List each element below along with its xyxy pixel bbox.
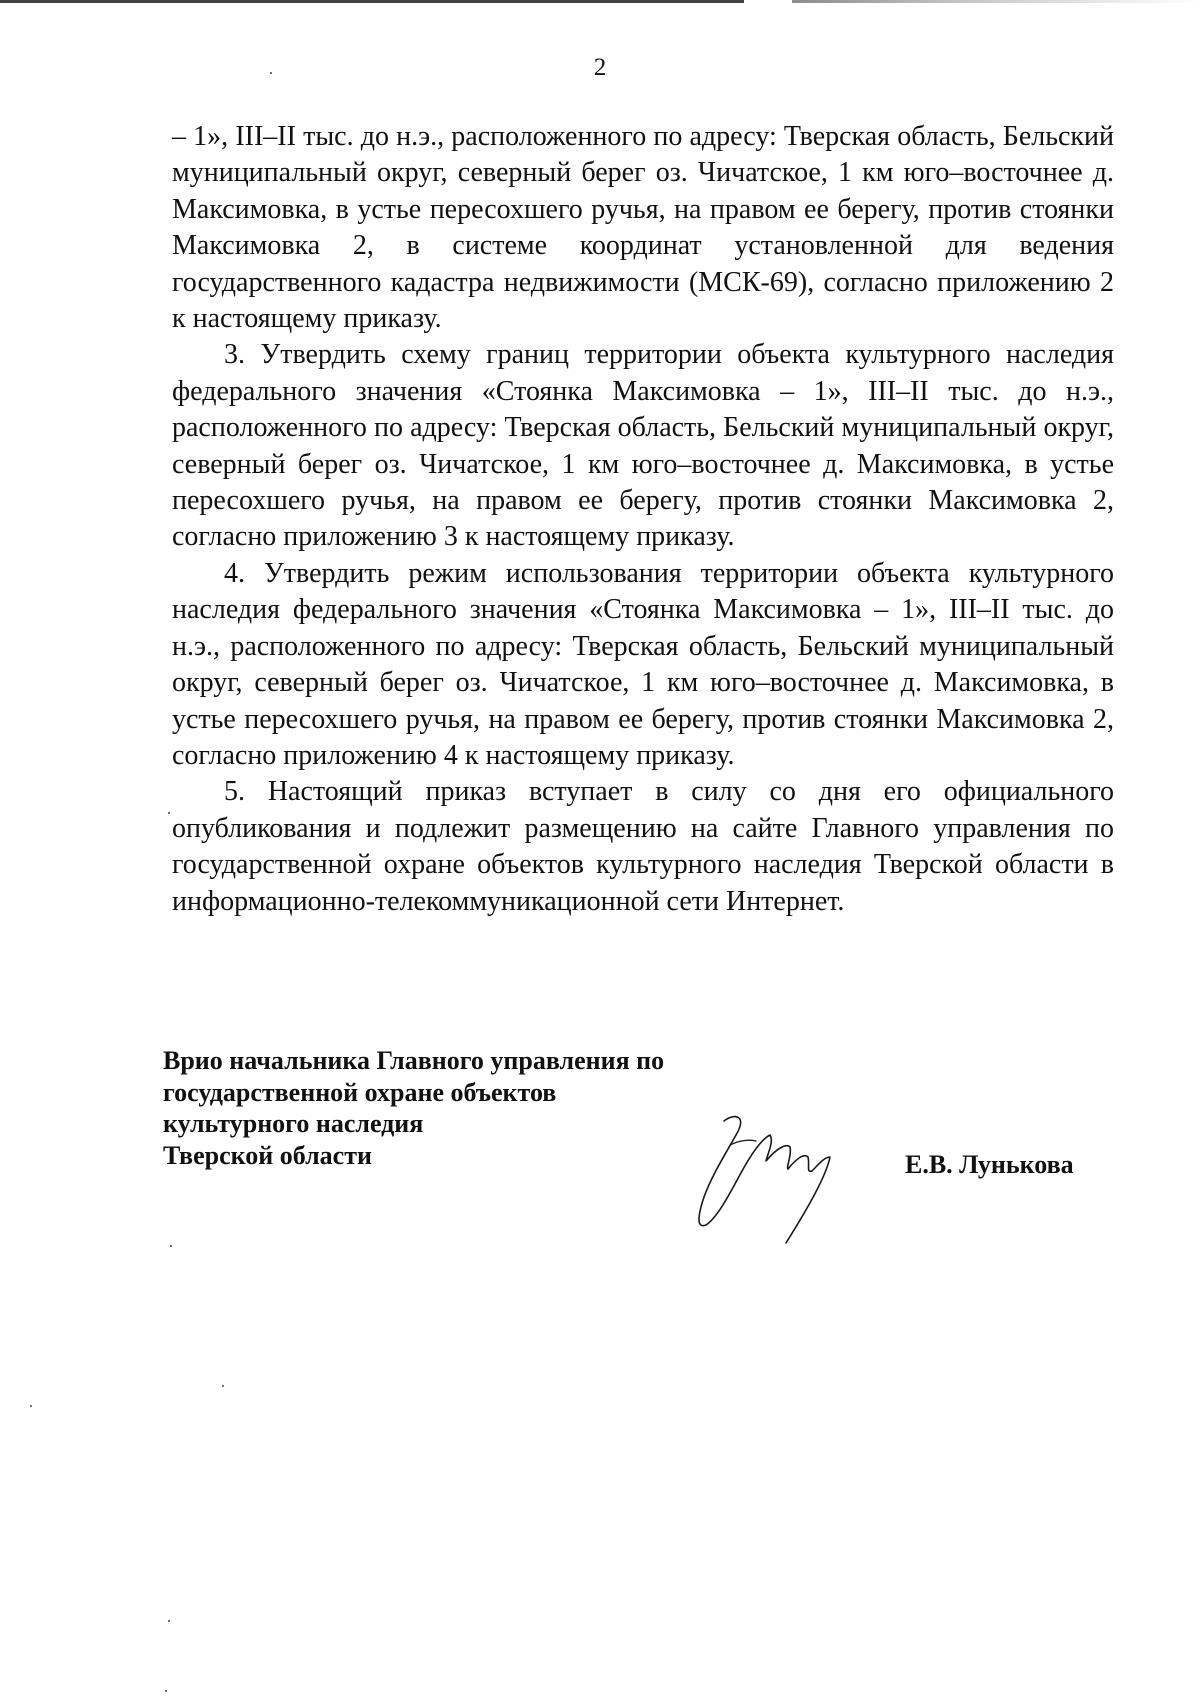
scan-top-edge <box>0 0 1200 3</box>
paragraph-item-5: 5. Настоящий приказ вступает в силу со дня его официального опубликования и подлежит размещению на сайте Главного управления по государственной охране объектов культурного наследия Тверской области в информационно-телекоммуникационной сети Интернет. <box>172 776 1114 917</box>
paragraph-continuation: – 1», III–II тыс. до н.э., расположенного по адресу: Тверская область, Бельский муниципальный округ, северный берег оз. Чичатское, 1 км юго–восточнее д. Максимовка, в устье пересохшего ручья, на правом ее берегу, против стоянки Максимовка 2, в системе координат установленной для ведения государственного кадастра недвижимости (МСК-69), согласно приложению 2 к настоящему приказу. <box>172 121 1114 335</box>
signer-name: Е.В. Лунькова <box>905 1150 1074 1179</box>
scan-speck <box>170 1245 172 1247</box>
paragraph-item-4: 4. Утвердить режим использования территории объекта культурного наследия федерального значения «Стоянка Максимовка – 1», III–II тыс. до н.э., расположенного по адресу: Тверская область, Бельский муниципальный округ, северный берег оз. Чичатское, 1 км юго–восточнее д. Максимовка, в устье пересохшего ручья, на правом ее берегу, против стоянки Максимовка 2, согласно приложению 4 к настоящему приказу. <box>172 557 1114 771</box>
handwritten-signature <box>690 1105 870 1265</box>
paragraph-item-3: 3. Утвердить схему границ территории объекта культурного наследия федерального значения «Стоянка Максимовка – 1», III–II тыс. до н.э., расположенного по адресу: Тверская область, Бельский муниципальный округ, северный берег оз. Чичатское, 1 км юго–восточнее д. Максимовка, в устье пересохшего ручья, на правом ее берегу, против стоянки Максимовка 2, согласно приложению 3 к настоящему приказу. <box>172 339 1114 553</box>
scan-speck <box>222 1385 224 1387</box>
signatory-title-line: Врио начальника Главного управления по <box>163 1046 665 1075</box>
scan-speck <box>168 1620 170 1622</box>
scan-speck <box>168 812 170 814</box>
signatory-title-line: Тверской области <box>163 1140 372 1170</box>
scan-speck <box>30 1405 32 1407</box>
page-number: 2 <box>593 54 607 81</box>
order-body <box>172 119 1114 920</box>
signatory-title-line: государственной охране объектов <box>163 1077 557 1107</box>
scan-speck <box>165 1690 167 1692</box>
scan-speck <box>270 72 272 74</box>
signatory-title-line: культурного наследия <box>163 1109 424 1138</box>
